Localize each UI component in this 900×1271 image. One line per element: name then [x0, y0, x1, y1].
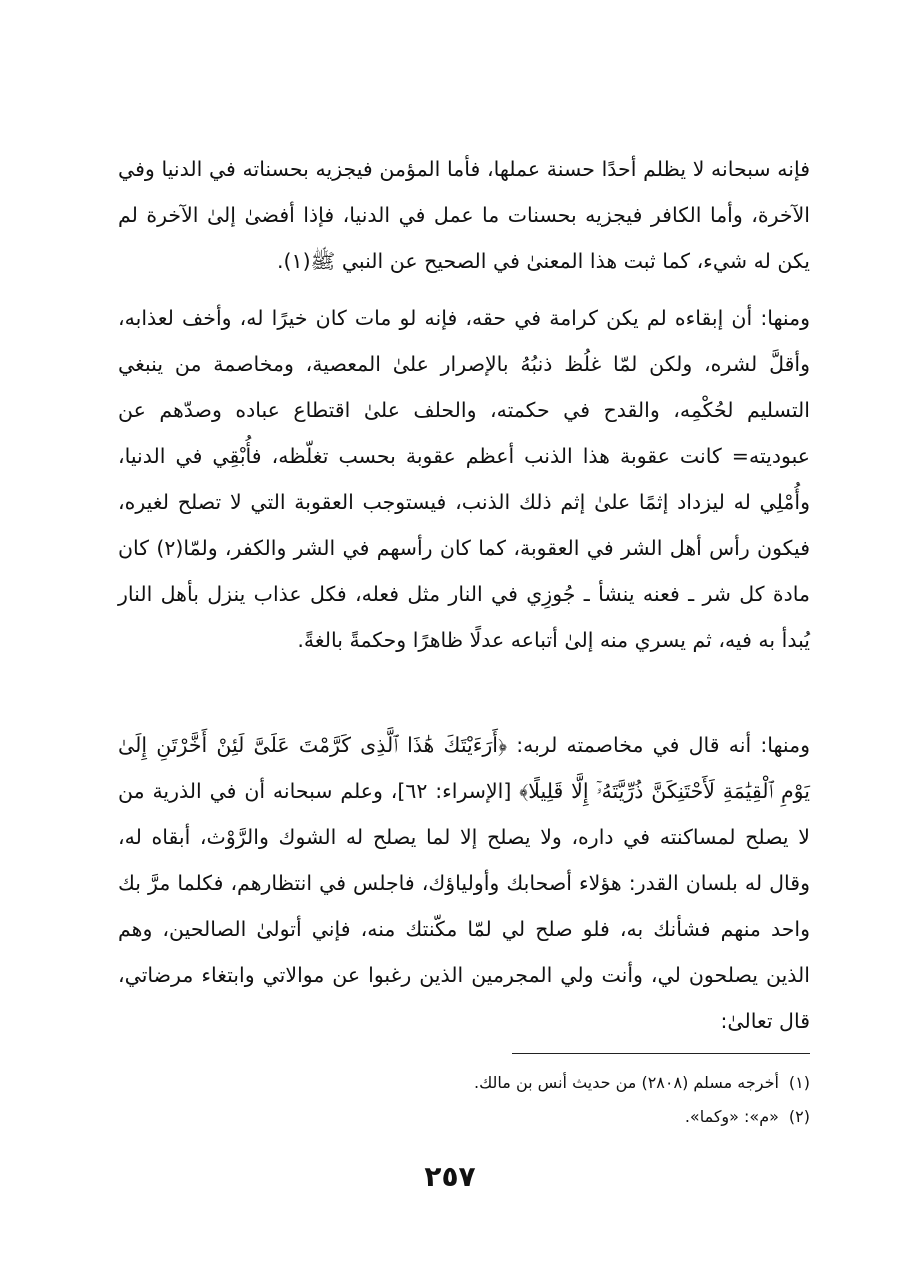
paragraph-text: فإنه سبحانه لا يظلم أحدًا حسنة عملها، فأما المؤمن فيجزيه بحسناته في الدنيا وفي الآخرة، وأما الكافر فيجزيه بحسنات ما عمل في الدنيا، فإذا أفضىٰ إلىٰ الآخرة لم يكن له شيء، كما ثبت هذا المعنىٰ في الصحيح عن النبي ﷺ(١).	[118, 157, 810, 273]
footnote-item	[300, 1066, 810, 1100]
quran-verse: ﴿أَرَءَيْتَكَ هَٰذَا ٱلَّذِى كَرَّمْتَ عَلَىَّ لَئِنْ أَخَّرْتَنِ إِلَىٰ يَوْمِ ٱلْقِيَٰمَةِ لَأَحْتَنِكَنَّ ذُرِّيَّتَهُۥٓ إِلَّا قَلِيلًا﴾	[118, 733, 810, 803]
footnote-text: أخرجه مسلم (٢٨٠٨) من حديث أنس بن مالك.	[473, 1073, 779, 1092]
paragraph-third	[118, 722, 846, 1044]
footnote-number: (١)	[788, 1073, 810, 1092]
paragraph-second	[118, 295, 846, 663]
verse-citation: [الإسراء: ٦٢]	[397, 779, 520, 803]
paragraph-text: ومنها: أن إبقاءه لم يكن كرامة في حقه، فإنه لو مات كان خيرًا له، وأخف لعذابه، وأقلَّ لشره، ولكن لمّا غلُظ ذنبُهُ بالإصرار علىٰ المعصية، ومخاصمة من ينبغي التسليم لحُكْمِه، والقدح في حكمته، والحلف علىٰ اقتطاع عباده وصدّهم عن عبوديته= كانت عقوبة هذا الذنب أعظم عقوبة بحسب تغلّظه، فأُبْقِي في الدنيا، وأُمْلِي له ليزداد إثمًا علىٰ إثم ذلك الذنب، فيستوجب العقوبة التي لا تصلح لغيره، فيكون رأس أهل الشر في العقوبة، كما كان رأسهم في الشر والكفر، ولمّا(٢) كان مادة كل شر ـ فعنه ينشأ ـ جُوزِي في النار مثل فعله، فكل عذاب ينزل بأهل النار يُبدأ به فيه، ثم يسري منه إلىٰ أتباعه عدلًا ظاهرًا وحكمةً بالغةً.	[118, 306, 810, 652]
paragraph-intro: ومنها: أنه قال في مخاصمته لربه:	[507, 733, 810, 757]
page-number: ٢٥٧	[424, 1160, 476, 1193]
footnote-number: (٢)	[788, 1107, 810, 1126]
footnote-text: «م»: «وكما».	[684, 1107, 779, 1126]
paragraph-text: ، وعلم سبحانه أن في الذرية من لا يصلح لمساكنته في داره، ولا يصلح إلا لما يصلح له الشوك والرَّوْث، أبقاه له، وقال له بلسان القدر: هؤلاء أصحابك وأولياؤك، فاجلس في انتظارهم، فكلما مرَّ بك واحد منهم فشأنك به، فلو صلح لي لمّا مكّنتك منه، فإني أتولىٰ الصالحين، وهم الذين يصلحون لي، وأنت ولي المجرمين الذين رغبوا عن موالاتي وابتغاء مرضاتي، قال تعالىٰ:	[118, 779, 810, 1033]
paragraph-continuation	[118, 146, 810, 284]
footnotes	[300, 1066, 810, 1134]
footnote-separator	[512, 1053, 810, 1054]
footnote-item	[300, 1100, 810, 1134]
